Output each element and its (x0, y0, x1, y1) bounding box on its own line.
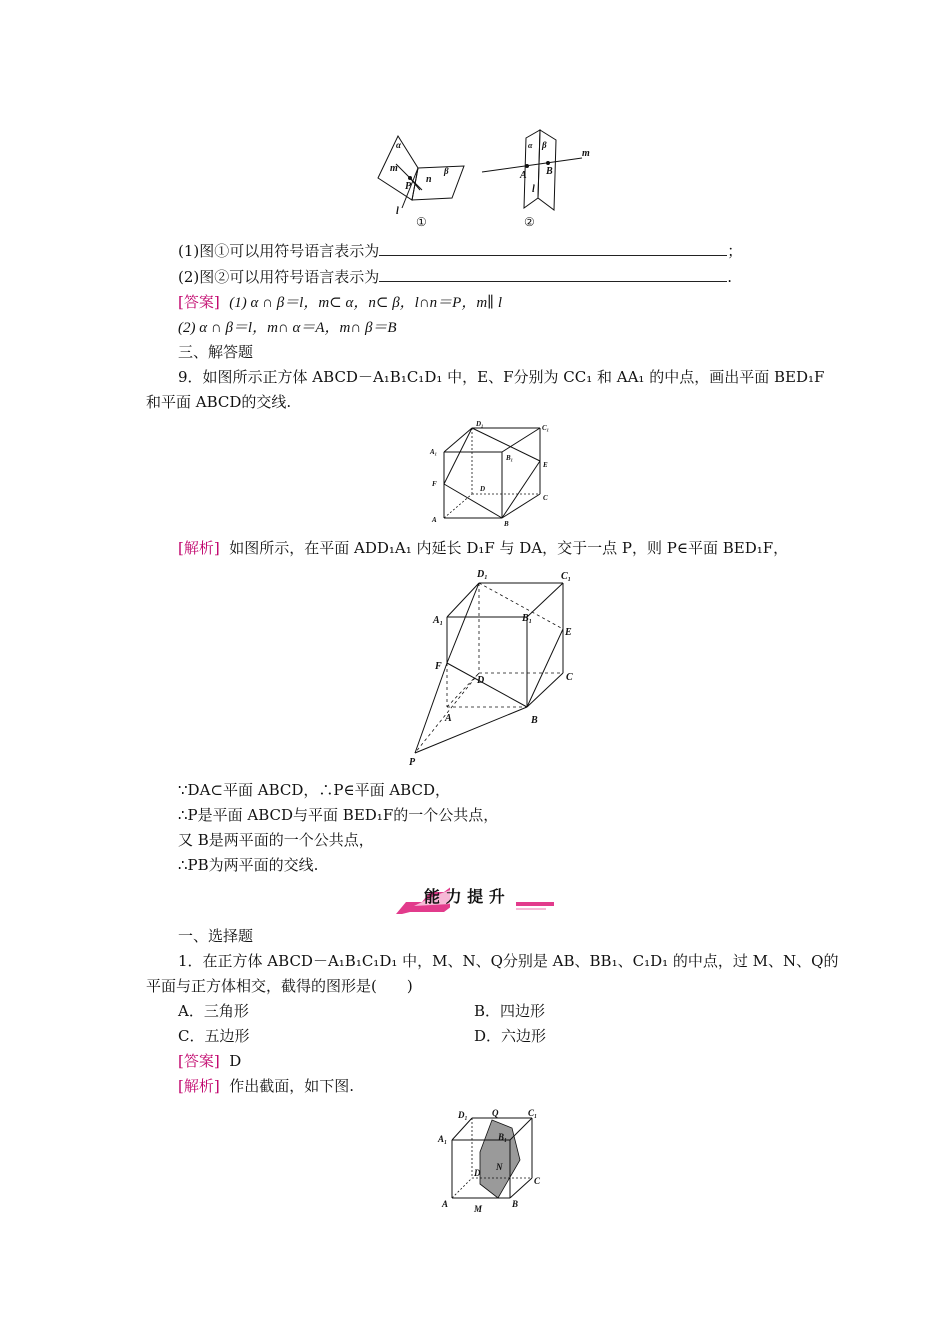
q9-big-C1-label: C₁ (561, 571, 572, 582)
q8-answer-text-2: (2) α ∩ β＝l，m∩ α＝A，m∩ β＝B (178, 320, 397, 336)
q1-N-label: N (496, 1162, 503, 1172)
q9-A1-label: A₁ (430, 448, 438, 456)
q8-line-2 (178, 267, 732, 287)
fig1-m-label: m (390, 163, 398, 174)
q1-line-2: 平面与正方体相交，截得的图形是( ) (146, 977, 413, 995)
planes-figure (360, 128, 610, 232)
fig2-number-label: ② (524, 215, 535, 229)
fig1-number-label: ① (416, 215, 427, 229)
fig1-n-label: n (426, 174, 432, 185)
fig1-l-label: l (396, 206, 399, 217)
fill-blank-1[interactable] (379, 241, 727, 256)
q9-big-F-label: F (435, 661, 442, 672)
q1-B-label: B (512, 1199, 519, 1209)
q9-step-1: ∵DA⊂平面 ABCD，∴P∈平面 ABCD， (178, 781, 450, 799)
q1-line-1: 1．在正方体 ABCD－A₁B₁C₁D₁ 中，M、N、Q分别是 AB、BB₁、C₁D₁ 的中点，过 M、N、Q的 (178, 952, 839, 970)
q1-B1-label: B₁ (498, 1132, 508, 1142)
fig2-A-label: A (520, 170, 527, 181)
q9-big-A-label: A (445, 713, 452, 724)
q1-answer (178, 1051, 241, 1071)
q9-B1-label: B₁ (506, 454, 514, 462)
q9-big-B-label: B (531, 715, 538, 726)
q9-cube-figure (422, 418, 562, 530)
q9-step-3: 又 B是两平面的一个公共点， (178, 831, 374, 849)
q9-extended-cube-figure (405, 565, 590, 770)
fig1-alpha-label: α (396, 140, 401, 150)
q9-D1-label: D₁ (476, 420, 484, 428)
q9-big-B1-label: B₁ (522, 613, 533, 624)
q9-big-E-label: E (565, 627, 572, 638)
q1-analysis (178, 1076, 354, 1096)
q9-analysis-text: 如图所示，在平面 ADD₁A₁ 内延长 D₁F 与 DA，交于一点 P，则 P∈平面 BED₁F， (229, 539, 789, 557)
q9-line-1: 9．如图所示正方体 ABCD－A₁B₁C₁D₁ 中，E、F分别为 CC₁ 和 AA₁ 的中点，画出平面 BED₁F (178, 368, 825, 386)
q9-big-D1-label: D₁ (477, 569, 488, 580)
analysis-tag: [解析] (178, 1077, 220, 1095)
q8-line1-end: ； (727, 242, 743, 260)
ability-banner (392, 884, 558, 916)
q8-answer-1 (178, 292, 502, 313)
q1-D1-label: D₁ (458, 1110, 468, 1120)
answer-tag: [答案] (178, 293, 220, 311)
q9-F-label: F (432, 480, 437, 488)
banner-title: 能 力 提 升 (424, 887, 505, 906)
q1-option-b[interactable]: B．四边形 (474, 1002, 546, 1020)
fig2-B-label: B (546, 166, 553, 177)
q8-answer-text-1: (1) α ∩ β＝l，m⊂ α，n⊂ β，l∩n＝P，m∥ l (229, 295, 503, 311)
q1-C1-label: C₁ (528, 1108, 538, 1118)
q9-analysis (178, 538, 788, 558)
q9-step-4: ∴PB为两平面的交线. (178, 856, 319, 874)
q1-option-d[interactable]: D．六边形 (474, 1027, 547, 1045)
q9-E-label: E (543, 461, 548, 469)
q1-C-label: C (534, 1176, 541, 1186)
q9-big-D-label: D (477, 675, 485, 686)
q8-line2-prefix: (2)图②可以用符号语言表示为 (178, 268, 380, 286)
q9-D-label: D (480, 485, 486, 493)
q9-step-2: ∴P是平面 ABCD与平面 BED₁F的一个公共点， (178, 806, 499, 824)
q9-big-A1-label: A₁ (433, 615, 444, 626)
q9-big-C-label: C (566, 672, 573, 683)
q1-cross-section-figure (436, 1106, 546, 1216)
fig2-alpha-label: α (528, 141, 533, 150)
q9-C-label: C (543, 494, 548, 502)
q8-line1-prefix: (1)图①可以用符号语言表示为 (178, 242, 380, 260)
q9-C1-label: C₁ (542, 424, 550, 432)
q1-Q-label: Q (492, 1108, 499, 1118)
fig1-P-label: P (405, 181, 412, 192)
q1-D-label: D (474, 1168, 481, 1178)
fig2-beta-label: β (542, 140, 547, 150)
fig2-m-label: m (582, 148, 590, 159)
fill-blank-2[interactable] (379, 267, 727, 282)
fig2-l-label: l (532, 184, 535, 195)
section-3-title: 三、解答题 (178, 343, 254, 361)
q8-line2-end: . (727, 268, 733, 286)
fig1-beta-label: β (444, 166, 449, 176)
analysis-tag: [解析] (178, 539, 220, 557)
q1-A-label: A (442, 1199, 449, 1209)
q1-option-c[interactable]: C．五边形 (178, 1027, 250, 1045)
q8-answer-2 (178, 317, 397, 338)
q1-M-label: M (474, 1204, 483, 1214)
q9-line-2: 和平面 ABCD的交线. (146, 393, 292, 411)
q1-option-a[interactable]: A．三角形 (178, 1002, 249, 1020)
section-1-title: 一、选择题 (178, 927, 254, 945)
q1-analysis-text: 作出截面，如下图. (229, 1077, 355, 1095)
q9-A-label: A (432, 516, 437, 524)
q8-line-1 (178, 241, 742, 261)
q9-B-label: B (504, 520, 509, 528)
answer-tag: [答案] (178, 1052, 220, 1070)
q1-answer-value: D (229, 1052, 242, 1070)
q1-A1-label: A₁ (438, 1134, 448, 1144)
q9-big-P-label: P (409, 757, 416, 768)
